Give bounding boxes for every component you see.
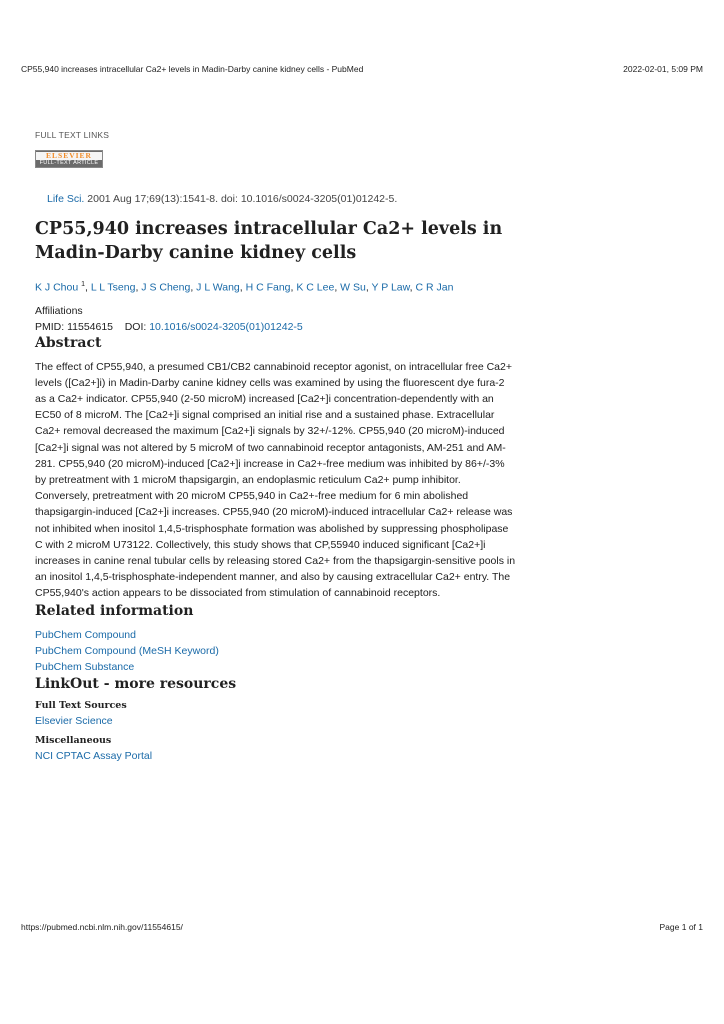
author-link[interactable]: J L Wang (196, 281, 240, 294)
article-content (35, 130, 517, 764)
miscellaneous-heading: Miscellaneous (35, 734, 112, 746)
print-footer-url: https://pubmed.ncbi.nlm.nih.gov/11554615/ (21, 922, 183, 932)
full-text-links-label: FULL TEXT LINKS (35, 130, 110, 140)
author-link[interactable]: W Su (340, 281, 366, 294)
related-information-heading: Related information (35, 602, 194, 619)
author-link[interactable]: L L Tseng (90, 281, 136, 294)
doi-link[interactable]: 10.1016/s0024-3205(01)01242-5 (149, 320, 303, 333)
doi-label: DOI: (124, 320, 150, 333)
author-link[interactable]: C R Jan (415, 281, 454, 294)
citation (35, 193, 517, 205)
elsevier-full-text-button[interactable] (35, 150, 103, 168)
author-link[interactable]: K C Lee (296, 281, 335, 294)
print-header (21, 64, 703, 76)
elsevier-science-link[interactable]: Elsevier Science (35, 714, 113, 727)
author-link[interactable]: Y P Law (371, 281, 410, 294)
pubchem-compound-mesh-link[interactable]: PubChem Compound (MeSH Keyword) (35, 644, 219, 657)
elsevier-logo-text: ELSEVIER (36, 152, 102, 160)
article-identifiers (35, 320, 517, 334)
elsevier-badge-caption: FULL-TEXT ARTICLE (39, 159, 99, 166)
author-link[interactable]: K J Chou (35, 281, 79, 294)
author-link[interactable]: J S Cheng (141, 281, 191, 294)
citation-details: 2001 Aug 17;69(13):1541-8. doi: 10.1016/s0024-3205(01)01242-5. (84, 193, 398, 205)
print-footer-page: Page 1 of 1 (659, 922, 703, 932)
article-title: CP55,940 increases intracellular Ca2+ levels in Madin-Darby canine kidney cells (35, 219, 503, 263)
abstract-heading: Abstract (35, 334, 102, 351)
linkout-heading: LinkOut - more resources (35, 675, 237, 692)
full-text-sources-heading: Full Text Sources (35, 699, 127, 711)
print-header-title: CP55,940 increases intracellular Ca2+ levels in Madin-Darby canine kidney cells - PubMed (21, 64, 364, 74)
abstract-text: The effect of CP55,940, a presumed CB1/CB2 cannabinoid receptor agonist, on intracellular free Ca2+ levels ([Ca2+]i) in Madin-Darby canine kidney cells was examined by using the fluorescent dye fura-2 as a Ca2+ indicator. CP55,940 (2-50 microM) increased [Ca2+]i concentration-dependently with an EC50 of 8 microM. The [Ca2+]i signal comprised an initial rise and a sustained phase. Extracellular Ca2+ removal decreased the maximum [Ca2+]i signals by 32+/-12%. CP55,940 (20 microM)-induced [Ca2+]i signal was not altered by 5 microM of two cannabinoid receptor antagonists, AM-251 and AM-281. CP55,940 (20 microM)-induced [Ca2+]i increase in Ca2+-free medium was inhibited by 86+/-3% by pretreatment with 1 microM thapsigargin, an endoplasmic reticulum Ca2+ pump inhibitor. Conversely, pretreatment with 20 microM CP55,940 in Ca2+-free medium for 6 min abolished thapsigargin-induced [Ca2+]i increases. CP55,940 (20 microM)-induced intracellular Ca2+ release was not inhibited when inositol 1,4,5-trisphosphate formation was abolished by suppressing phospholipase C with 2 microM U73122. Collectively, this study shows that CP,55940 induced significant [Ca2+]i increases in canine renal tubular cells by releasing stored Ca2+ from the thapsigargin-sensitive pools in an inositol 1,4,5-trisphosphate-independent manner, and also by causing extracellular Ca2+ entry. The CP55,940's action appears to be dissociated from stimulation of cannabinoid receptors. (35, 360, 516, 600)
print-footer (21, 922, 703, 934)
pmid: PMID: 11554615 (35, 320, 114, 333)
pubchem-compound-link[interactable]: PubChem Compound (35, 628, 136, 641)
journal-link[interactable]: Life Sci. (47, 193, 85, 205)
print-header-datetime: 2022-02-01, 5:09 PM (623, 64, 703, 74)
nci-cptac-link[interactable]: NCI CPTAC Assay Portal (35, 749, 153, 762)
affiliations-toggle[interactable]: Affiliations (35, 304, 83, 317)
related-information-links (35, 627, 517, 675)
author-list: K J Chou $^1$, L L Tseng, J S Cheng, J L Wang, H C Fang, K C Lee, W Su, Y P Law, C R Jan (35, 281, 454, 294)
affiliation-marker[interactable]: 1 (81, 281, 86, 288)
pubchem-substance-link[interactable]: PubChem Substance (35, 660, 135, 673)
author-link[interactable]: H C Fang (245, 281, 291, 294)
